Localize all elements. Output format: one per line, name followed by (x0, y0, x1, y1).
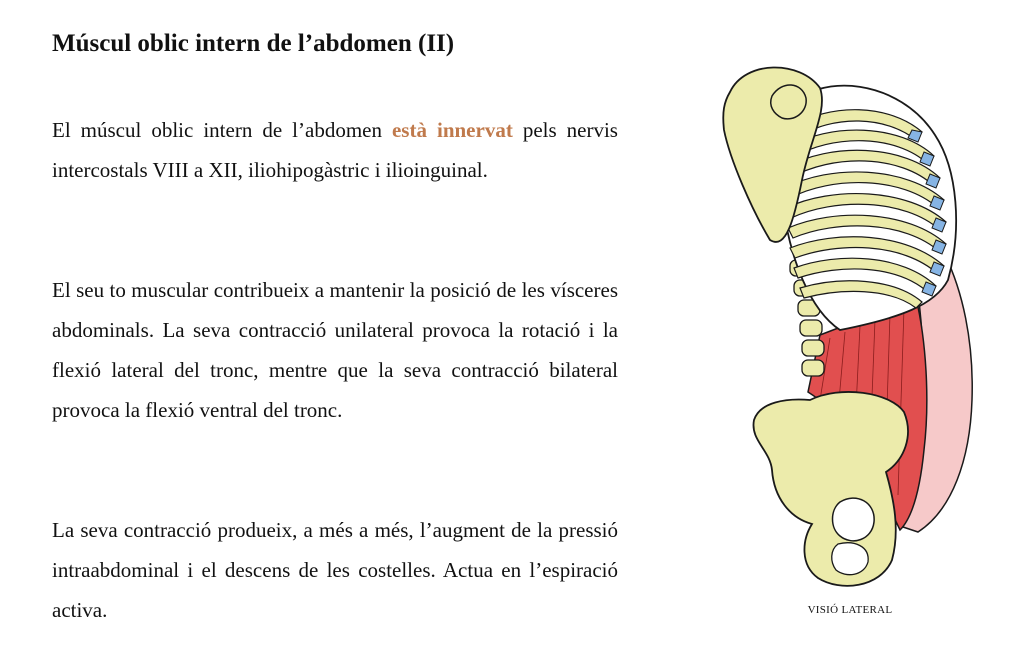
innervation-text-start: El múscul oblic intern de l’abdomen (52, 118, 392, 142)
innervation-highlight[interactable]: està innervat (391, 118, 513, 142)
function-paragraph: El seu to muscular contribueix a mantenir la posició de les vísceres abdominals. La seva contracció unilateral provoca la rotació i la flexió lateral del tronc, mentre que la seva contracció bilateral provoca la flexió ventral del tronc. (52, 278, 618, 422)
obturator-foramen (832, 543, 868, 575)
innervation-text-end: pels nervis intercostals VIII a XII, iliohipogàstric i ilioinguinal. (52, 118, 618, 182)
innervation-paragraph (52, 110, 618, 190)
lateral-view-illustration (690, 40, 1000, 600)
figure-caption: VISIÓ LATERAL (807, 604, 893, 616)
page-title: Múscul oblic intern de l’abdomen (II) (52, 30, 455, 57)
humeral-head (771, 85, 806, 119)
pelvis (753, 392, 907, 586)
respiration-paragraph: La seva contracció produeix, a més a més, l’augment de la pressió intraabdominal i el descens de les costelles. Actua en l’espiració activa. (52, 518, 618, 622)
acetabulum (833, 498, 875, 541)
